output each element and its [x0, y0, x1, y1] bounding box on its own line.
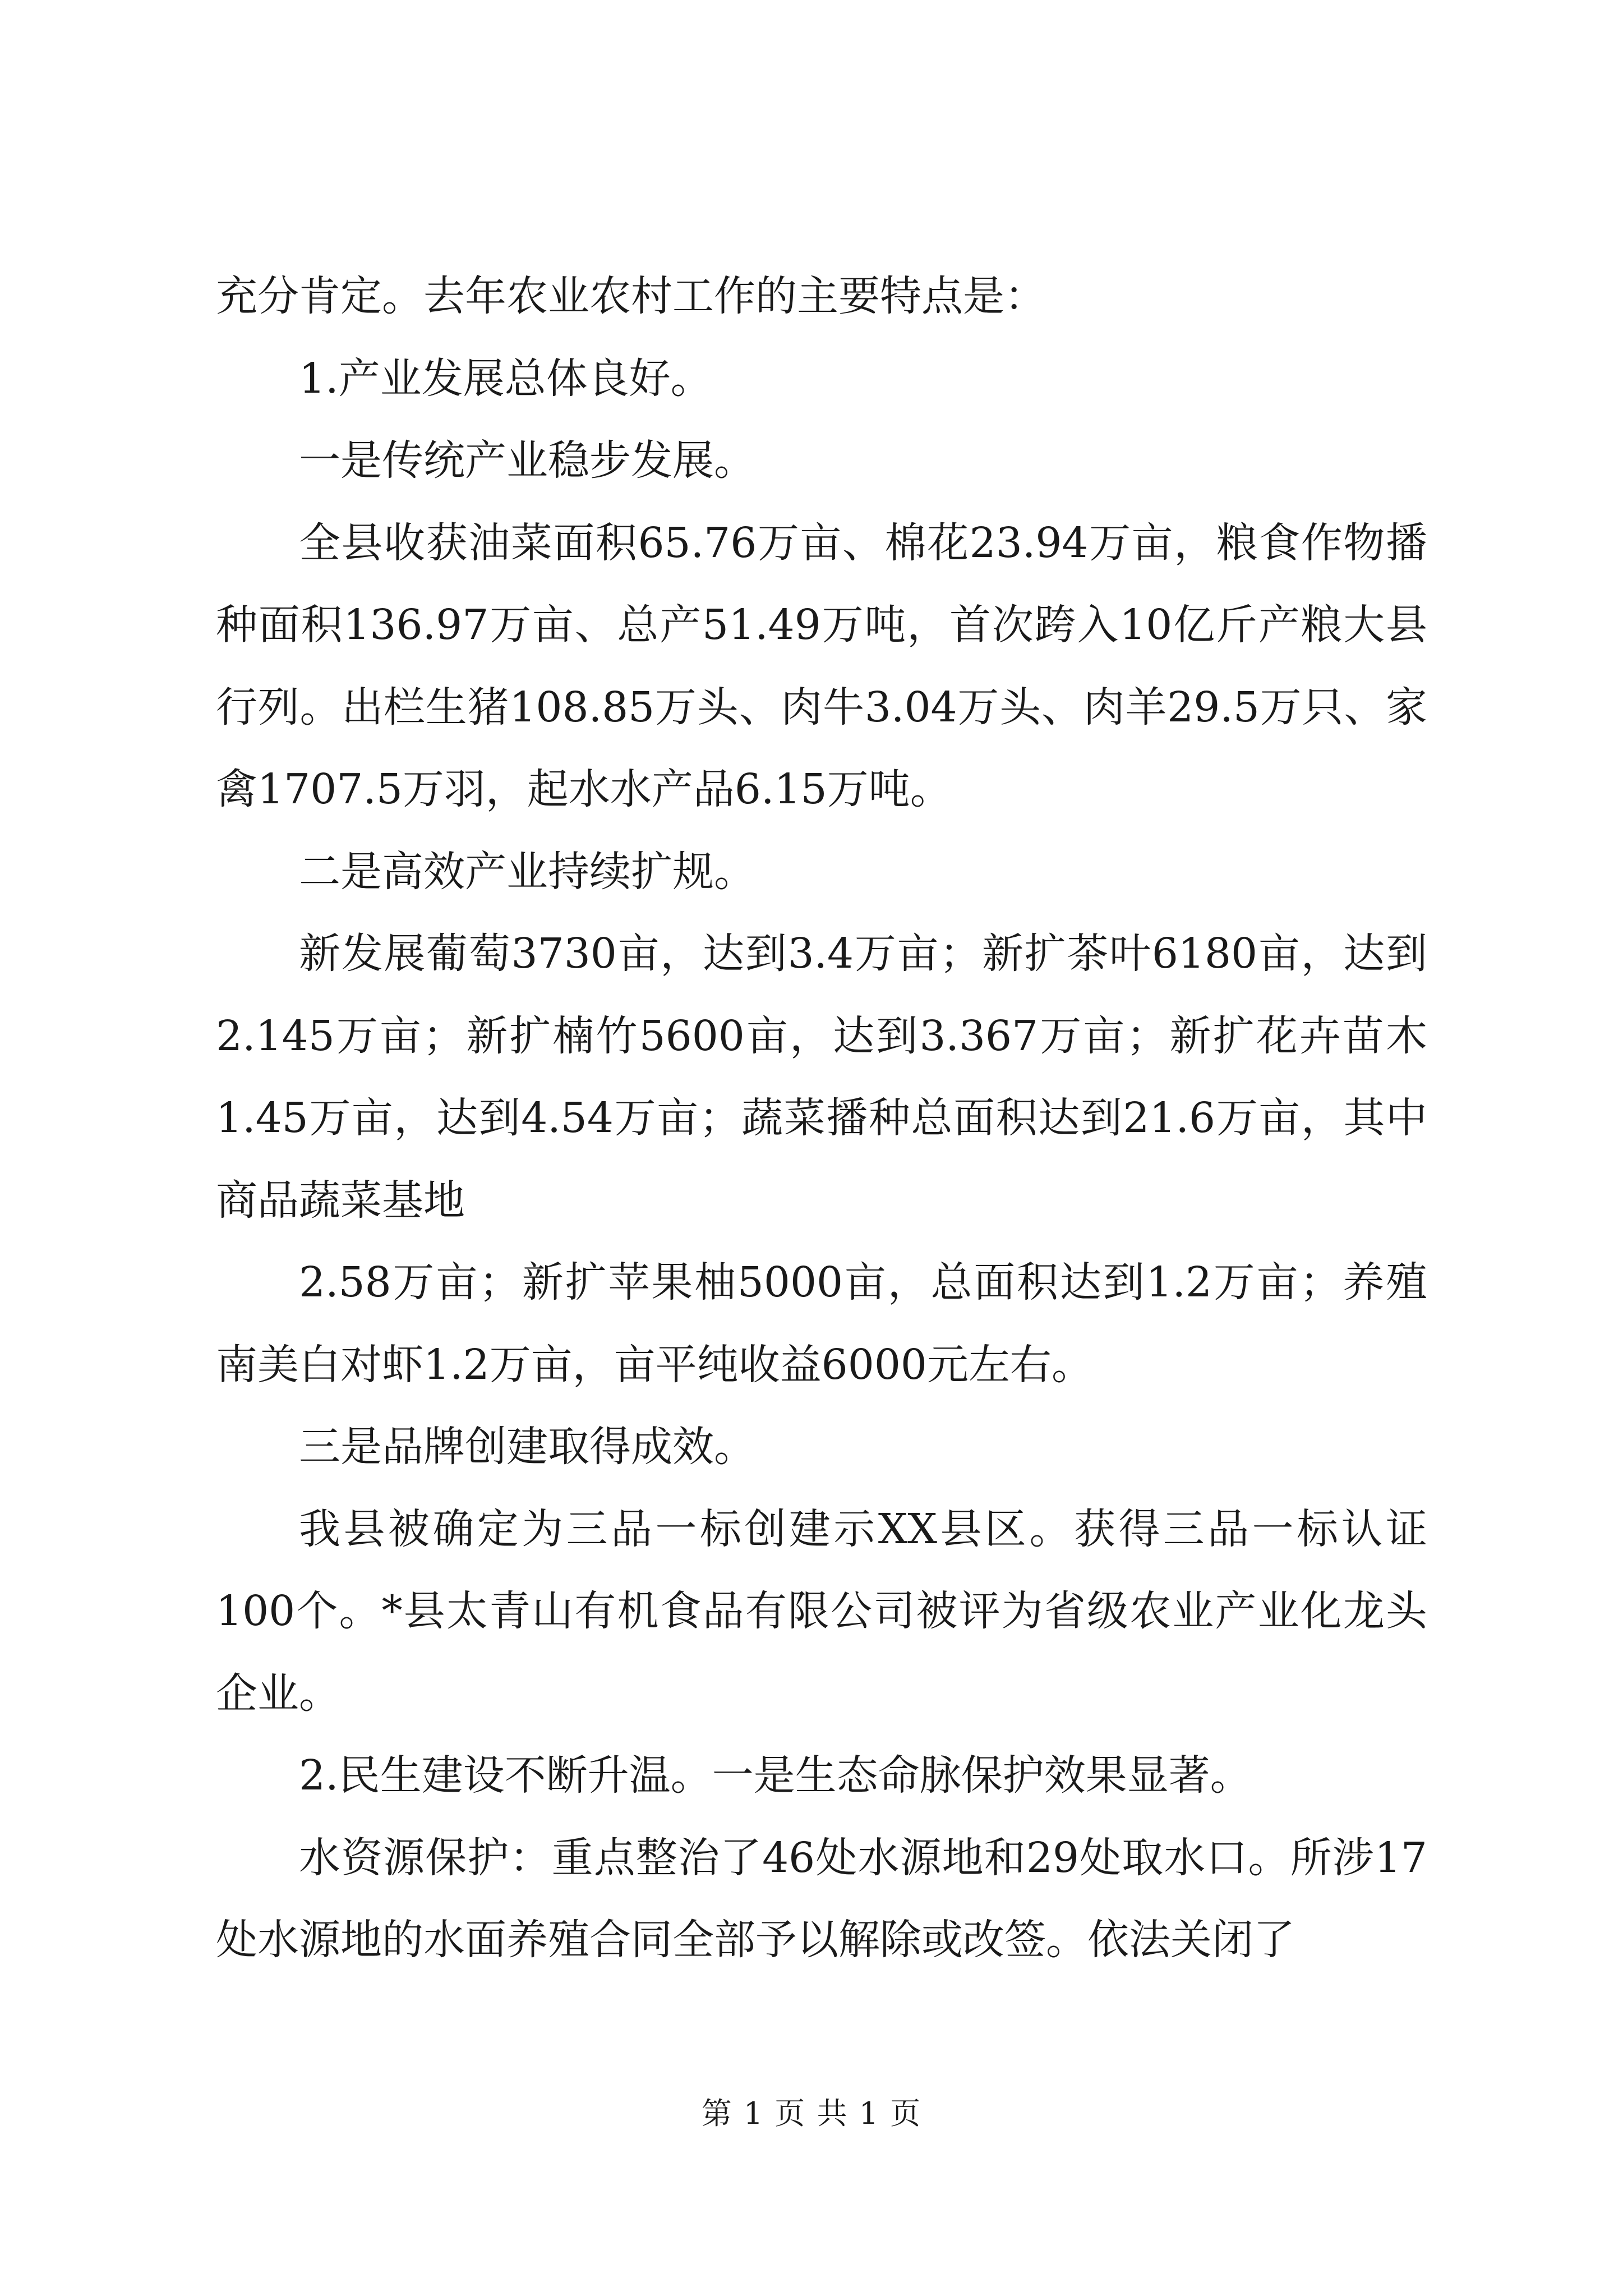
paragraph-brand-building: 我县被确定为三品一标创建示XX县区。获得三品一标认证100个。*县太青山有机食品有限公司被评为省级农业产业化龙头企业。 [216, 1504, 1427, 1718]
section-heading-2: 2.民生建设不断升温。一是生态命脉保护效果显著。 [299, 1751, 1252, 1800]
subheading-traditional-industry: 一是传统产业稳步发展。 [299, 436, 755, 485]
paragraph-efficient-industry-cont: 2.58万亩；新扩苹果柚5000亩，总面积达到1.2万亩；养殖南美白对虾1.2万亩，亩平纯收益6000元左右。 [216, 1258, 1427, 1389]
paragraph-efficient-industry: 新发展葡萄3730亩，达到3.4万亩；新扩茶叶6180亩，达到2.145万亩；新扩楠竹5600亩，达到3.367万亩；新扩花卉苗木1.45万亩，达到4.54万亩；蔬菜播种总面积达到21.6万亩，其中商品蔬菜基地 [216, 930, 1427, 1225]
section-heading-1: 1.产业发展总体良好。 [299, 354, 712, 403]
paragraph-water-protection: 水资源保护：重点整治了46处水源地和29处取水口。所涉17处水源地的水面养殖合同全部予以解除或改签。依法关闭了 [216, 1833, 1427, 1964]
paragraph-intro: 充分肯定。去年农业农村工作的主要特点是： [216, 272, 1046, 320]
page-footer: 第 1 页 共 1 页 [701, 2096, 922, 2131]
paragraph-traditional-industry: 全县收获油菜面积65.76万亩、棉花23.94万亩，粮食作物播种面积136.97万亩、总产51.49万吨，首次跨入10亿斤产粮大县行列。出栏生猪108.85万头、肉牛3.04万头、肉羊29.5万只、家禽1707.5万羽，起水水产品6.15万吨。 [216, 518, 1427, 813]
document-body [216, 255, 1427, 1981]
subheading-efficient-industry: 二是高效产业持续扩规。 [299, 847, 755, 896]
subheading-brand-building: 三是品牌创建取得成效。 [299, 1423, 755, 1471]
